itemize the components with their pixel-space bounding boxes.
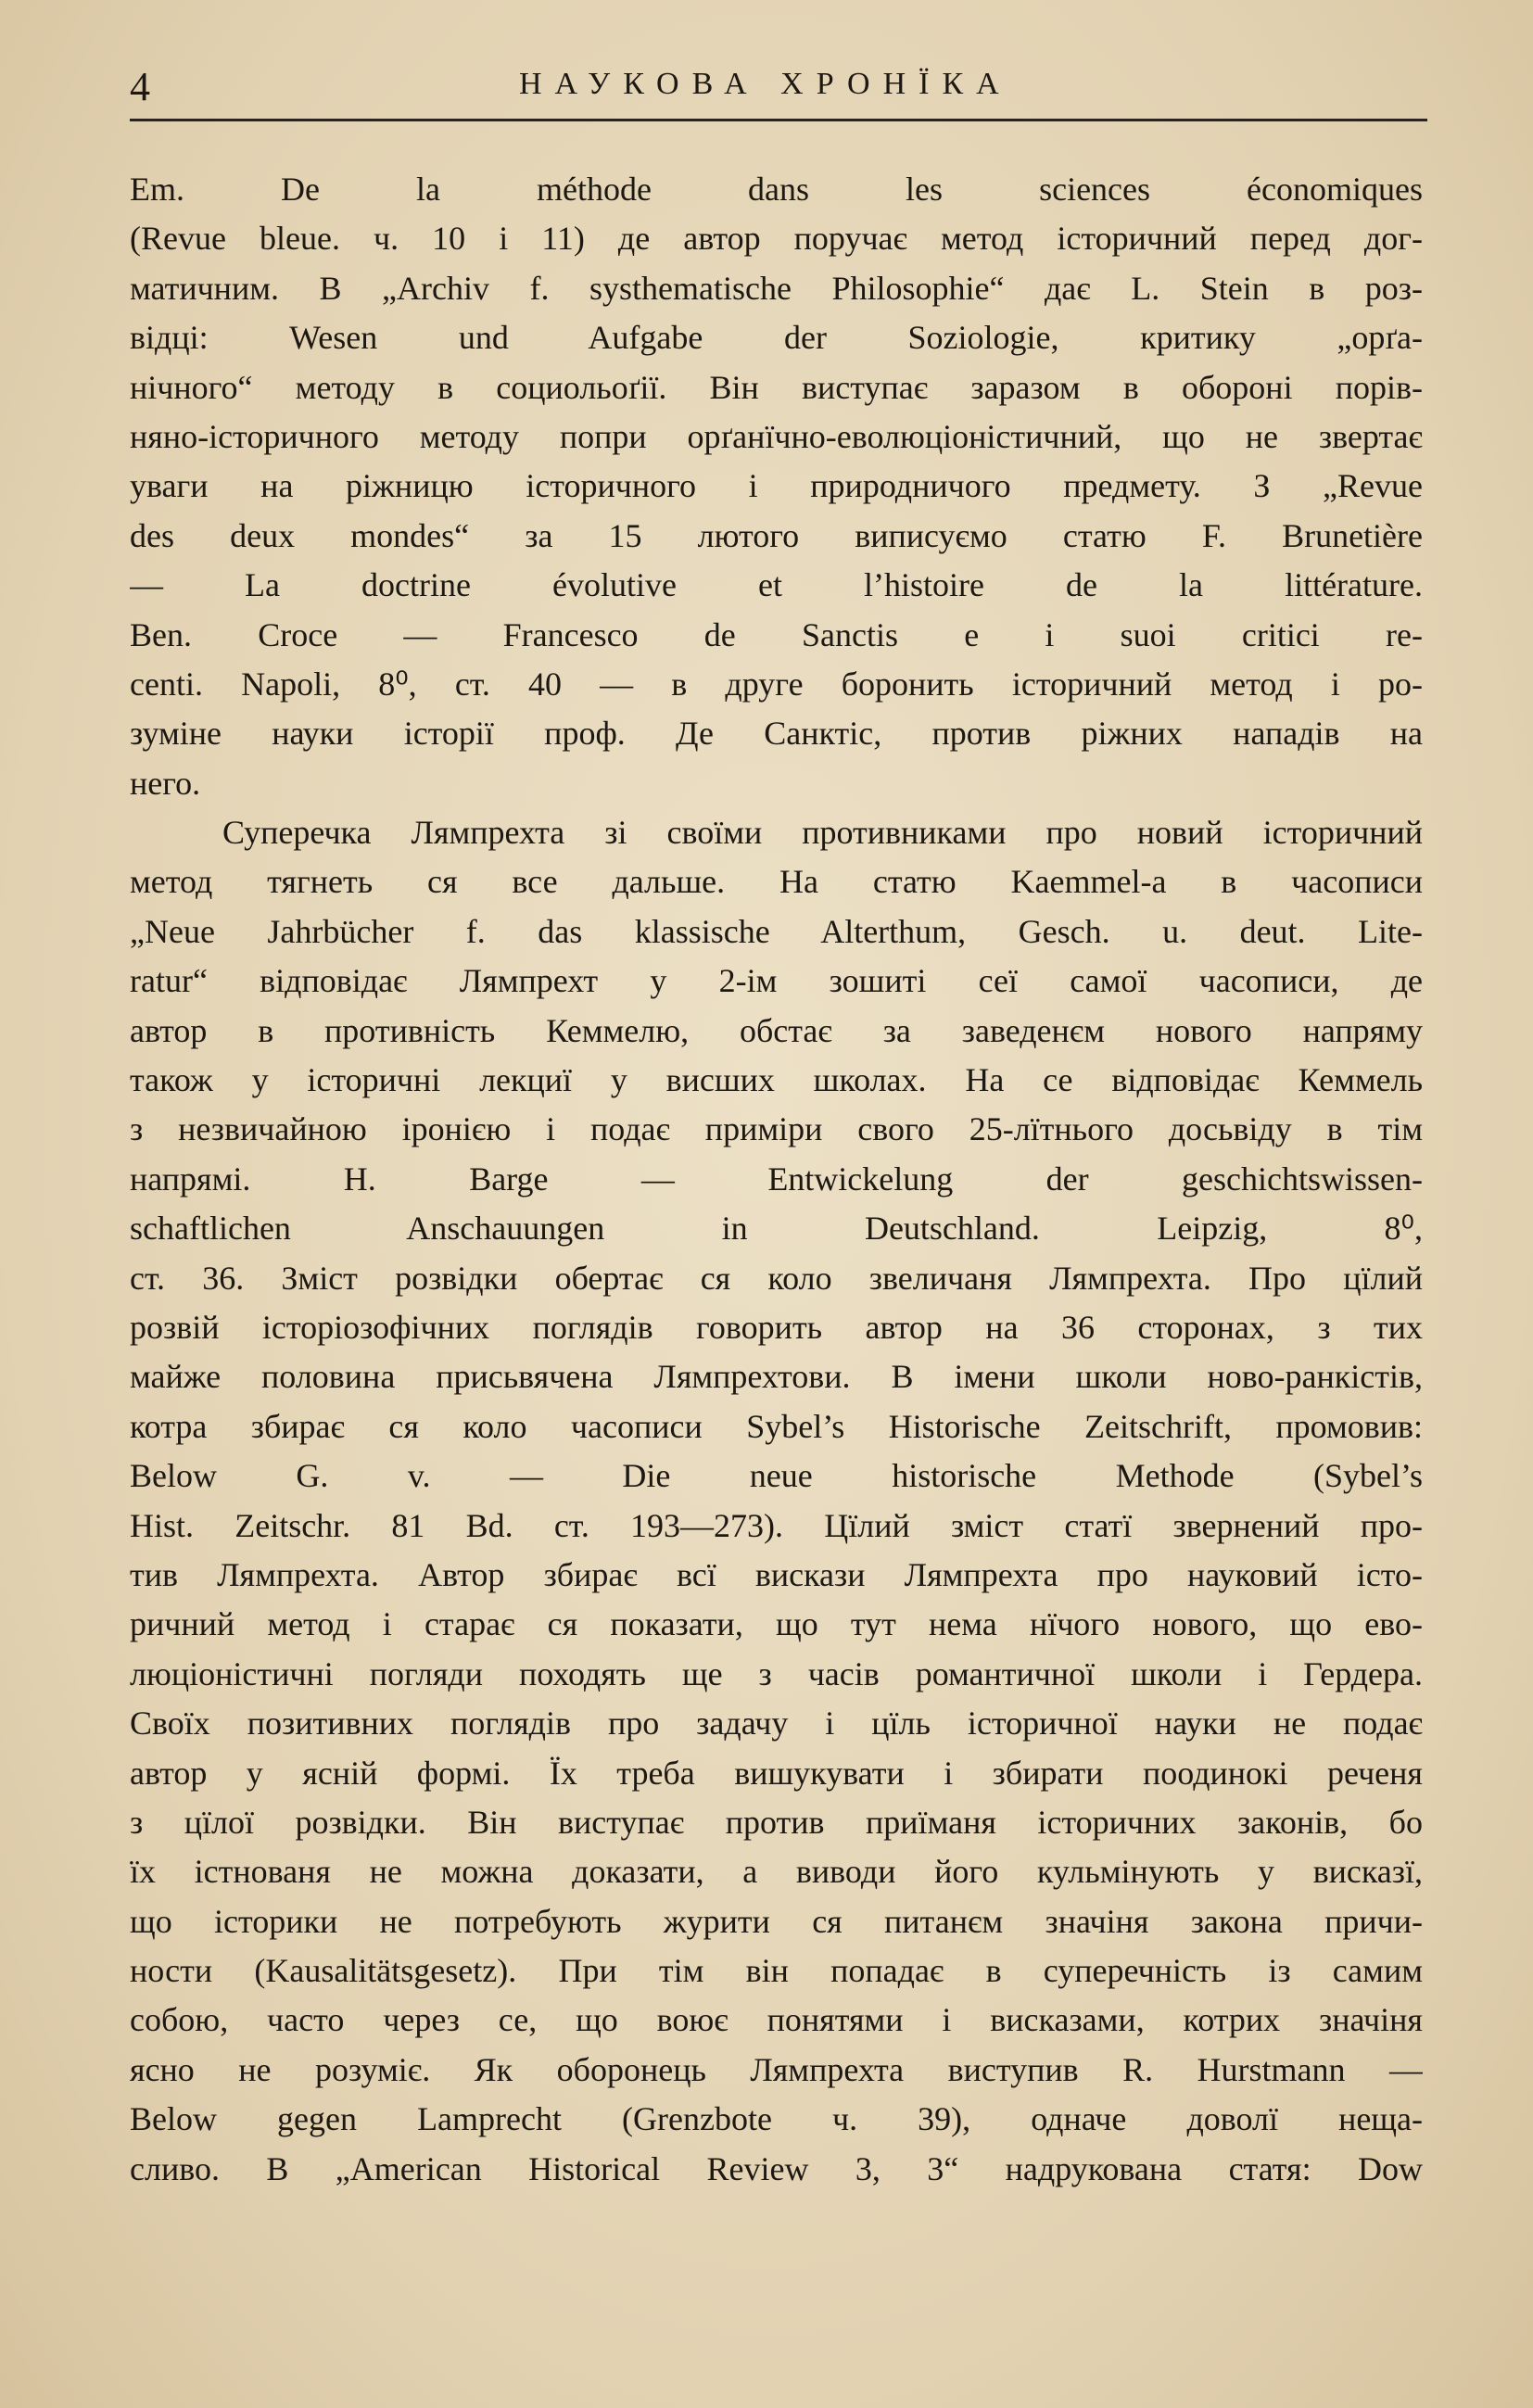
text-line: уваги на ріжницю історичного і природничого предмету. З „Revue <box>130 467 1423 505</box>
text-line: Суперечка Лямпрехта зі своїми противниками про новий історичний <box>222 814 1423 852</box>
text-line: матичним. В „Archiv f. systhematische Philosophie“ дає L. Stein в роз- <box>130 269 1423 307</box>
text-line: Своїх позитивних поглядів про задачу і цїль історичної науки не подає <box>130 1705 1423 1743</box>
text-line: (Revue bleue. ч. 10 і 11) де автор поручає метод історичний перед дог- <box>130 220 1423 258</box>
paragraph <box>130 165 1423 808</box>
text-line: нічного“ методу в социольоґії. Він виступає заразом в обороні порів- <box>130 368 1423 406</box>
text-line: з цїлої розвідки. Він виступає против приїманя історичних законів, бо <box>130 1803 1423 1841</box>
text-line: Ben. Croce — Francesco de Sanctis e i suoi critici re- <box>130 615 1423 653</box>
text-line: майже половина присьвячена Лямпрехтови. В імени школи ново-ранкістів, <box>130 1358 1423 1396</box>
page-header <box>130 63 1427 119</box>
text-line: метод тягнеть ся все дальше. На статю Kaemmel-a в часописи <box>130 863 1423 901</box>
text-line: Hist. Zeitschr. 81 Bd. ст. 193—273). Цїлий зміст статї звернений про- <box>130 1506 1423 1544</box>
text-line: напрямі. H. Barge — Entwickelung der geschichtswissen- <box>130 1160 1423 1198</box>
text-line: „Neue Jahrbücher f. das klassische Alterthum, Gesch. u. deut. Lite- <box>130 912 1423 950</box>
text-line: ясно не розуміє. Як оборонець Лямпрехта виступив R. Hurstmann — <box>130 2050 1423 2088</box>
text-line: люціоністичні погляди походять ще з часів романтичної школи і Гердера. <box>130 1654 1423 1692</box>
text-line: котра збирає ся коло часописи Sybel’s Historische Zeitschrift, промовив: <box>130 1407 1423 1445</box>
text-line: centi. Napoli, 8⁰, ст. 40 — в друге боронить історичний метод і ро- <box>130 665 1423 703</box>
text-line: schaftlichen Anschauungen in Deutschland. Leipzig, 8⁰, <box>130 1210 1423 1248</box>
running-title: НАУКОВА ХРОНЇКА <box>519 67 1012 101</box>
text-line: него. <box>130 764 201 802</box>
text-line: ричний метод і старає ся показати, що тут нема нїчого нового, що ево- <box>130 1605 1423 1643</box>
text-line: відці: Wesen und Aufgabe der Soziologie, критику „орґа- <box>130 319 1423 357</box>
text-line: ст. 36. Зміст розвідки обертає ся коло звеличаня Лямпрехта. Про цїлий <box>130 1259 1423 1297</box>
text-line: тив Лямпрехта. Автор збирає всї вискази Лямпрехта про науковий істо- <box>130 1555 1423 1593</box>
text-line: ratur“ відповідає Лямпрехт у 2-ім зошиті сеї самої часописи, де <box>130 962 1423 1000</box>
text-line: що історики не потребують журити ся питанєм значіня закона причи- <box>130 1902 1423 1940</box>
text-line: ности (Kausalitätsgesetz). При тім він попадає в суперечність із самим <box>130 1952 1423 1990</box>
text-line: Em. De la méthode dans les sciences économiques <box>130 171 1423 208</box>
text-line: Below G. v. — Die neue historische Methode (Sybel’s <box>130 1457 1423 1495</box>
text-line: також у історичні лекциї у висших школах. На се відповідає Кеммель <box>130 1061 1423 1099</box>
page-number: 4 <box>130 64 150 109</box>
text-line: з незвичайною іронією і подає приміри свого 25-лїтнього досьвіду в тім <box>130 1110 1423 1148</box>
header-rule <box>130 119 1427 121</box>
text-line: Below gegen Lamprecht (Grenzbote ч. 39), одначе доволї неща- <box>130 2100 1423 2138</box>
paragraph <box>130 808 1423 2194</box>
text-line: няно-історичного методу попри орґанїчно-еволюціоністичний, що не звертає <box>130 417 1423 455</box>
body-text <box>130 165 1423 2194</box>
text-line: des deux mondes“ за 15 лютого виписуємо статю F. Brunetière <box>130 516 1423 554</box>
text-line: розвій історіозофічних поглядів говорить автор на 36 сторонах, з тих <box>130 1308 1423 1346</box>
text-line: собою, часто через се, що воює понятями і висказами, котрих значіня <box>130 2001 1423 2039</box>
text-line: — La doctrine évolutive et l’histoire de la littérature. <box>130 566 1423 604</box>
text-line: автор в противність Кеммелю, обстає за заведенєм нового напряму <box>130 1011 1423 1049</box>
text-line: сливо. В „American Historical Review 3, 3“ надрукована статя: Dow <box>130 2149 1423 2187</box>
text-line: їх істнованя не можна доказати, а виводи його кульмінують у висказї, <box>130 1853 1423 1891</box>
text-line: автор у ясній формі. Їх треба вишукувати і збирати поодинокі реченя <box>130 1754 1423 1792</box>
text-line: зуміне науки історії проф. Де Санктіс, против ріжних нападів на <box>130 715 1423 753</box>
